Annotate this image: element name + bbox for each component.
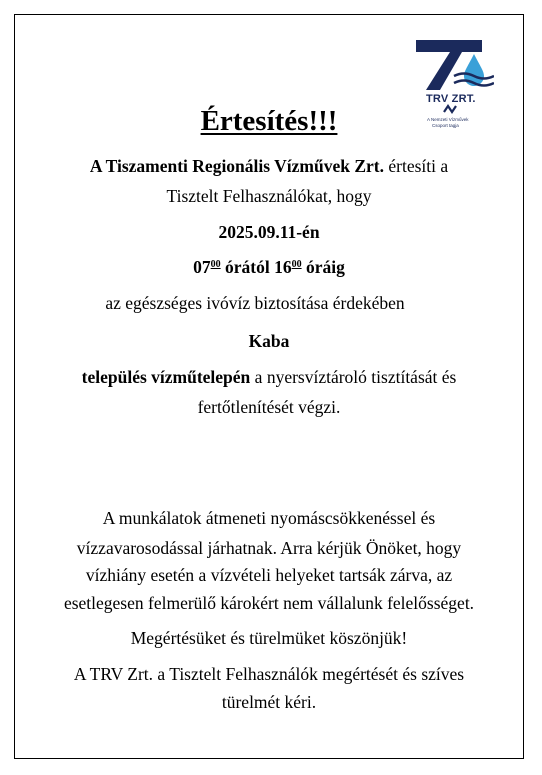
closing-line-1: A TRV Zrt. a Tisztelt Felhasználók megértését és szíves xyxy=(73,664,465,684)
town-name: Kaba xyxy=(248,331,290,351)
warning-line-1: A munkálatok átmeneti nyomáscsökkenéssel és xyxy=(102,508,436,528)
logo-name: TRV ZRT. xyxy=(426,93,476,105)
location-line-2: fertőtlenítését végzi. xyxy=(197,397,341,417)
to-word: óráig xyxy=(301,257,345,277)
intro-line-1 xyxy=(14,155,524,177)
location-line-1 xyxy=(14,366,524,388)
start-minute: 00 xyxy=(210,259,221,270)
purpose-line: az egészséges ivóvíz biztosítása érdekében xyxy=(105,293,405,313)
warning-line-4: esetlegesen felmerülő károkért nem vállalunk felelősséget. xyxy=(63,593,475,613)
logo-subtitle-2: Csoport tagja xyxy=(432,123,459,128)
warning-line-2: vízzavarosodással járhatnak. Arra kérjük Önöket, hogy xyxy=(76,538,462,558)
end-minute: 00 xyxy=(291,259,302,270)
logo-subtitle-1: A Nemzeti Vízművek xyxy=(427,117,469,122)
intro-rest: értesíti a xyxy=(383,156,449,176)
location-rest: a nyersvíztároló tisztítását és xyxy=(250,367,457,387)
thanks-line: Megértésüket és türelmüket köszönjük! xyxy=(130,628,408,648)
intro-line-2: Tisztelt Felhasználókat, hogy xyxy=(166,186,372,206)
notice-time xyxy=(14,256,524,278)
from-word: órától xyxy=(220,257,275,277)
location-bold: település vízműtelepén xyxy=(81,367,251,387)
notice-date: 2025.09.11-én xyxy=(218,222,320,242)
closing-line-2: türelmét kéri. xyxy=(221,692,317,712)
company-name: A Tiszamenti Regionális Vízművek Zrt. xyxy=(89,156,384,176)
warning-line-3: vízhiány esetén a vízvételi helyeket tartsák zárva, az xyxy=(85,565,453,585)
start-hour: 07 xyxy=(193,257,211,277)
end-hour: 16 xyxy=(274,257,292,277)
notice-title: Értesítés!!! xyxy=(200,105,338,137)
